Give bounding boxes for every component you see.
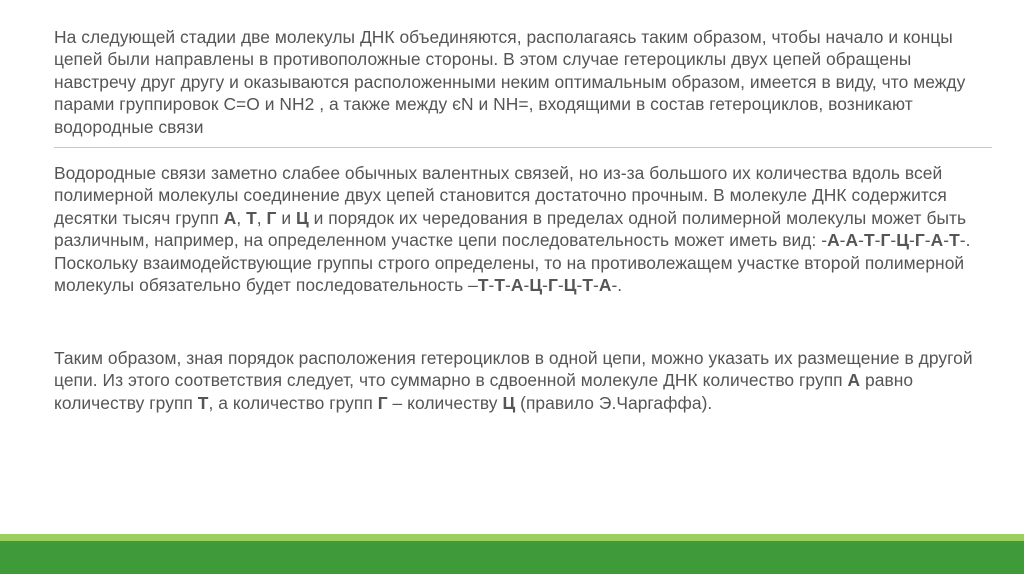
text-run: -: [488, 275, 495, 296]
paragraph-hydrogen-bonds-intro: [54, 26, 994, 138]
bold-letter: Г: [880, 230, 891, 251]
paragraph-dna-sequence: [54, 162, 994, 296]
bold-letter: А: [847, 370, 861, 391]
bold-letter: Т: [582, 275, 593, 296]
text-run: и порядок их чередования в пределах одной полимерной молекулы может быть различным, например, на определенном участке цепи последовательность может иметь вид: -: [54, 207, 967, 251]
bold-letter: Г: [547, 275, 558, 296]
text-run: -: [542, 275, 548, 296]
text-run: -: [839, 230, 846, 251]
bold-letter: Ц: [295, 207, 309, 228]
bold-letter: Т: [494, 275, 506, 296]
footer-bar: [0, 534, 1024, 574]
paragraph-chargaff-rule: [54, 347, 994, 414]
text-run: -: [874, 230, 881, 251]
divider-line: [54, 147, 992, 148]
text-run: – количеству: [387, 392, 503, 413]
bold-letter: Т: [863, 230, 875, 251]
bold-letter: А: [510, 275, 524, 296]
text-run: -: [576, 275, 583, 296]
text-run: ,: [256, 207, 267, 228]
text-run: -: [505, 275, 511, 296]
bold-letter: Ц: [563, 275, 577, 296]
text-run: -.: [611, 275, 623, 296]
footer-stripe-light: [0, 534, 1024, 541]
bold-letter: Т: [949, 230, 960, 251]
text-run: -: [858, 230, 864, 251]
text-run: ,: [236, 207, 247, 228]
text-run: -: [523, 275, 530, 296]
bold-letter: А: [223, 207, 237, 228]
text-run: и: [276, 207, 296, 228]
bold-letter: Ц: [896, 230, 910, 251]
text-run: Таким образом, зная порядок расположения гетероциклов в одной цепи, можно указать их размещение в другой цепи. Из этого соответствия следует, что суммарно в сдвоенной молекуле ДНК количество групп: [54, 348, 973, 391]
bold-letter: Т: [197, 392, 209, 413]
bold-letter: Г: [266, 207, 277, 228]
text-run: , а количество групп: [208, 392, 378, 413]
bold-letter: Ц: [529, 275, 543, 296]
bold-letter: Т: [246, 207, 257, 228]
text-run: -: [593, 275, 599, 296]
text-run: -: [924, 230, 931, 251]
text-run: -: [890, 230, 897, 251]
bold-letter: Г: [914, 230, 925, 251]
bold-letter: А: [598, 275, 612, 296]
text-run: -: [557, 275, 564, 296]
text-run: -. Поскольку взаимодействующие группы строго определены, то на противолежащем участке второй полимерной молекулы обязательно будет последовательность –: [54, 230, 971, 296]
bold-letter: Г: [377, 392, 388, 413]
text-run: (правило Э.Чаргаффа).: [515, 392, 713, 413]
bold-letter: А: [827, 230, 840, 251]
bold-letter: А: [930, 230, 944, 251]
bold-letter: А: [845, 230, 859, 251]
text-run: равно количеству групп: [54, 370, 914, 413]
text-run: Водородные связи заметно слабее обычных валентных связей, но из-за большого их количества вдоль всей полимерной молекулы соединение двух цепей становится достаточно прочным. В молекуле ДНК содержится десятки тысяч групп: [54, 163, 947, 228]
bold-letter: Т: [477, 275, 489, 296]
paragraph-text: На следующей стадии две молекулы ДНК объединяются, располагаясь таким образом, чтобы начало и концы цепей были направлены в противоположные стороны. В этом случае гетероциклы двух цепей обращены навстречу друг другу и оказываются расположенными неким оптимальным образом, имеется в виду, что между парами группировок С=О и NH2 , а также между єN и NH=, входящими в состав гетероциклов, возникают водородные связи: [54, 27, 966, 137]
text-run: -: [909, 230, 915, 251]
bold-letter: Ц: [502, 392, 516, 413]
footer-stripe-dark: [0, 541, 1024, 574]
text-run: -: [943, 230, 950, 251]
